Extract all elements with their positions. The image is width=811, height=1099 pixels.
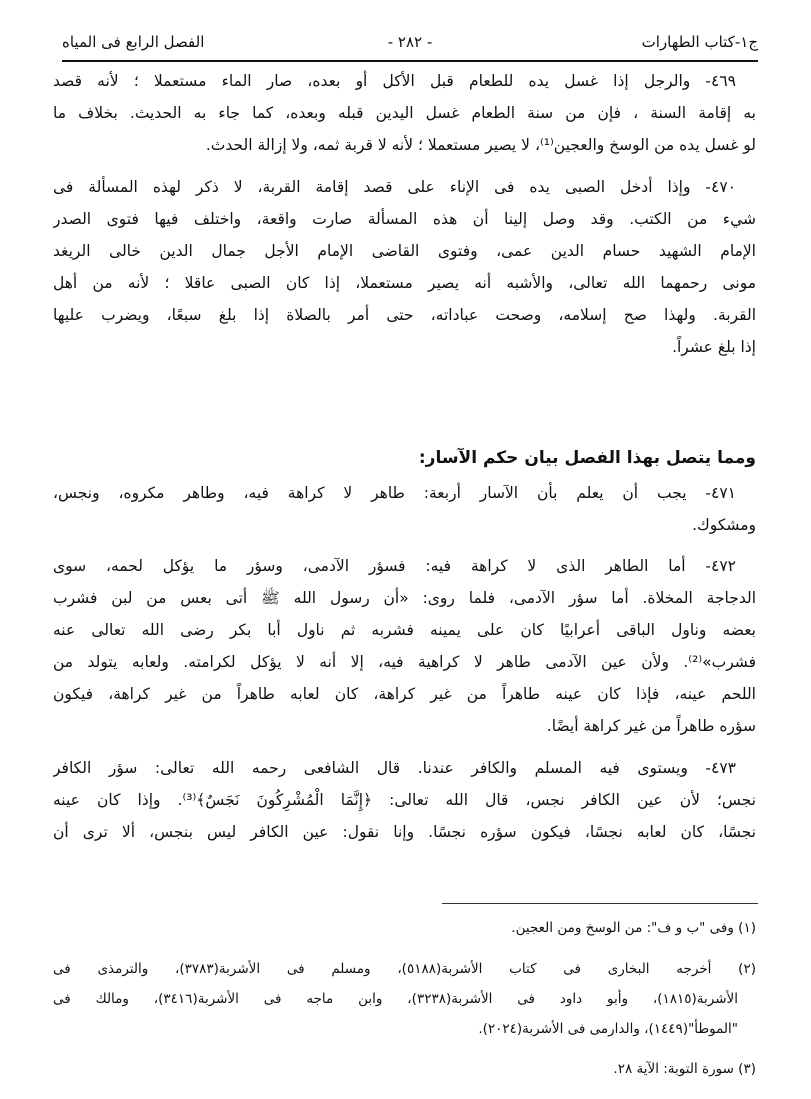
- footnote: "الموطأ"(١٤٤٩)، والدارمى فى الأشربة(٢٠٢٤).: [478, 1021, 738, 1037]
- text-line: بعضه وناول الباقى أعرابيًا كان على يمينه فشربه ثم ناول أبا بكر رضى الله تعالى عنه: [53, 621, 756, 639]
- text-line: فشرب»⁽²⁾. ولأن عين الآدمى طاهر لا كراهية فيه، إلا أنه لا يؤكل لكرامته. ولعابه يتولد من: [53, 653, 756, 671]
- footnote: (٣) سورة التوبة: الآية ٢٨.: [613, 1061, 756, 1077]
- text-line: به إقامة السنة ، فإن من سنة الطعام غسل اليدين قبله وبعده، كما جاء به الحديث. بخلاف ما: [53, 104, 756, 122]
- text-line: ومشكوك.: [692, 516, 756, 534]
- text-line: لو غسل يده من الوسخ والعجين⁽¹⁾، لا يصير مستعملا ؛ لأنه لا قربة ثمه، ولا إزالة الحدث.: [205, 136, 756, 154]
- text-line: ٤٧٠- وإذا أدخل الصبى يده فى الإناء على قصد إقامة القربة، لا ذكر لهذه المسألة فى: [53, 178, 736, 196]
- text-line: شيء من الكتب. وقد وصل إلينا أن هذه المسألة صارت واقعة، واختلف فيها فتوى الصدر: [53, 210, 756, 228]
- text-line: نجس؛ لأن عين الكافر نجس، قال الله تعالى: ﴿إِنَّمَا الْمُشْرِكُونَ نَجَسٌ﴾⁽³⁾. وإذا كان عينه: [53, 791, 756, 809]
- footnote: (٢) أخرجه البخارى فى كتاب الأشربة(٥١٨٨)، ومسلم فى الأشربة(٣٧٨٣)، والترمذى فى: [53, 961, 756, 977]
- text-line: مونى رحمهما الله تعالى، والأشبه أنه يصير مستعملا، إذا كان الصبى عاقلا ؛ لأنه من أهل: [53, 274, 756, 292]
- text-line: نجسًا، كان لعابه نجسًا، فيكون سؤره نجسًا. وإنا نقول: عين الكافر ليس بنجس، ألا ترى أن: [53, 823, 756, 841]
- text-line: ٤٧١- يجب أن يعلم بأن الآسار أربعة: طاهر لا كراهة فيه، وطاهر مكروه، ونجس،: [53, 484, 736, 502]
- footnote: الأشربة(١٨١٥)، وأبو داود فى الأشربة(٣٢٣٨)، وابن ماجه فى الأشربة(٣٤١٦)، ومالك فى: [53, 991, 739, 1007]
- section-heading: ومما يتصل بهذا الفصل بيان حكم الآسار:: [418, 448, 756, 468]
- text-line: إذا بلغ عشراً.: [672, 338, 756, 356]
- text-line: القربة. ولهذا صح إسلامه، وصحت عباداته، حتى أمر بالصلاة إذا بلغ سبعًا، ويضرب عليها: [53, 306, 756, 324]
- footnote: (١) وفى "ب و ف": من الوسخ ومن العجين.: [511, 920, 756, 936]
- text-line: سؤره طاهراً من غير كراهة أيضًا.: [546, 717, 756, 735]
- text-line: الدجاجة المخلاة. أما سؤر الآدمى، فلما روى: «أن رسول الله ﷺ أتى بعس من لبن فشرب: [53, 589, 756, 607]
- header-chapter-title: الفصل الرابع فى المياه: [62, 33, 205, 51]
- page-number: - ٢٨٢ -: [387, 33, 433, 51]
- footnote-rule: [442, 903, 758, 904]
- text-line: ٤٦٩- والرجل إذا غسل يده للطعام قبل الأكل أو بعده، صار الماء مستعملا ؛ لأنه قصد: [53, 72, 736, 90]
- text-line: اللحم عينه، فإذا كان عينه طاهراً من غير كراهة، كان لعابه طاهراً من غير كراهة، فيكون: [53, 685, 756, 703]
- header-rule: [62, 60, 758, 62]
- running-header: [62, 33, 758, 59]
- text-line: ٤٧٢- أما الطاهر الذى لا كراهة فيه: فسؤر الآدمى، وسؤر ما يؤكل لحمه، سوى: [53, 557, 736, 575]
- text-line: الإمام الشهيد حسام الدين عمى، وفتوى القاضى الإمام الأجل جمال الدين خالى الريغد: [53, 242, 756, 260]
- text-line: ٤٧٣- ويستوى فيه المسلم والكافر عندنا. قال الشافعى رحمه الله تعالى: سؤر الكافر: [53, 759, 736, 777]
- header-volume-title: ج١-كتاب الطهارات: [641, 33, 758, 51]
